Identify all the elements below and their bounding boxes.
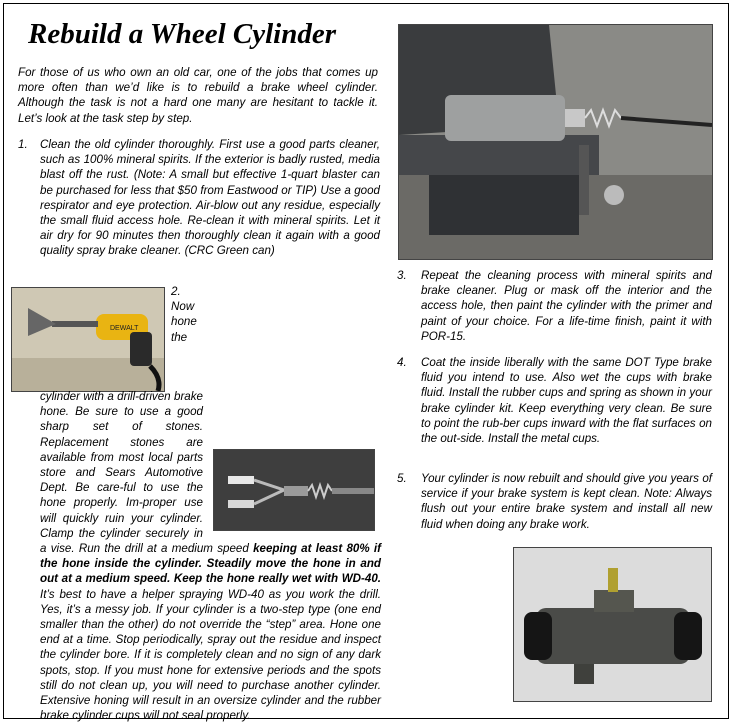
step-3 [397,268,713,348]
step-2-photo-spacer-1 [40,284,171,389]
step-4-number: 4. [397,356,407,369]
step-2-lead: 2. Now hone the cylinder with a drill-driven brake hone. Be sure to use a good sharp set of stones. Replacement stones are available from most local parts store and Sears Automotive Dept. Be care-ful to use the hone properly. Im-proper use will quickly ruin your cylinder. Clamp the cylinder securely in a vise. Run the drill at a medium speed [40,285,254,556]
step-3-number: 3. [397,269,407,282]
step-1-text: Clean the old cylinder thoroughly. First use a good parts cleaner, such as 100% mineral spirits. If the exterior is badly rusted, media blast off the rust. (Note: A small but effective 1-quart blaster can be purchased for less that $50 from Eastwood or TIP) Use a good respirator and eye protection. Air-blow out any residue, especially the small fluid access hole. Re-clean it with mineral spirits. Let it air dry for 90 minutes then thoroughly clean it again with a good quality spray brake cleaner. (CRC Green can) [40,138,380,258]
step-3-text: Repeat the cleaning process with mineral spirits and brake cleaner. Plug or mask off the interior and the access hole, then paint the cylinder with the primer and paint of your choice. For a life-time finish, paint it with POR-15. [421,269,712,343]
step-5-number: 5. [397,472,407,485]
finished-cylinder-photo [513,547,712,702]
step-2-bold-instructions: keeping at least 80% if the hone inside the cylinder. Steadily move the hone in and out at a medium speed. Keep the hone really wet with WD-40. [40,542,382,586]
step-5 [397,471,713,551]
step-1-number: 1. [18,138,28,151]
svg-text:DEWALT: DEWALT [110,325,139,332]
step-4 [397,355,713,465]
hone-tool-photo [213,449,375,531]
page-title: Rebuild a Wheel Cylinder [28,18,337,50]
step-2-rest: It’s best to have a helper spraying WD-40 as you work the drill. Yes, it’s a messy job. If your cylinder is a two-step type (one end smaller than the other) do not override the “step” area. Hone one end at a time. Stop periodically, spray out the residue and inspect the cylinder bore. If it is completely clean and no sign of any dark spots, stop. If you must hone for extensive periods and the spots still do not clean up, you will need to purchase another cylinder. Extensive honing will result in an oversize cylinder and the rubber brake cylinder cups will not seal properly. [40,587,381,723]
step-5-text: Your cylinder is now rebuilt and should give you years of service if your brake system is kept clean. Note: Always flush out your entire brake system and install all new fluid when doing any brake work. [421,472,712,531]
step-4-text: Coat the inside liberally with the same DOT Type brake fluid you intend to use. Also wet the cups with brake fluid. Install the rubber cups and spring as shown in your brake cylinder kit. Keep everything very clean. Be sure to point the rub-ber cups inward with the flat surfaces on the out-side. Install the metal cups. [421,356,712,446]
vise-cylinder-photo [398,24,713,260]
intro-paragraph: For those of us who own an old car, one of the jobs that comes up more often than we’d like is to rebuild a brake wheel cylinder. Although the task is not a hard one many are hesitant to tackle it. Let’s look at the task step by step. [18,66,378,125]
step-1 [18,137,380,277]
